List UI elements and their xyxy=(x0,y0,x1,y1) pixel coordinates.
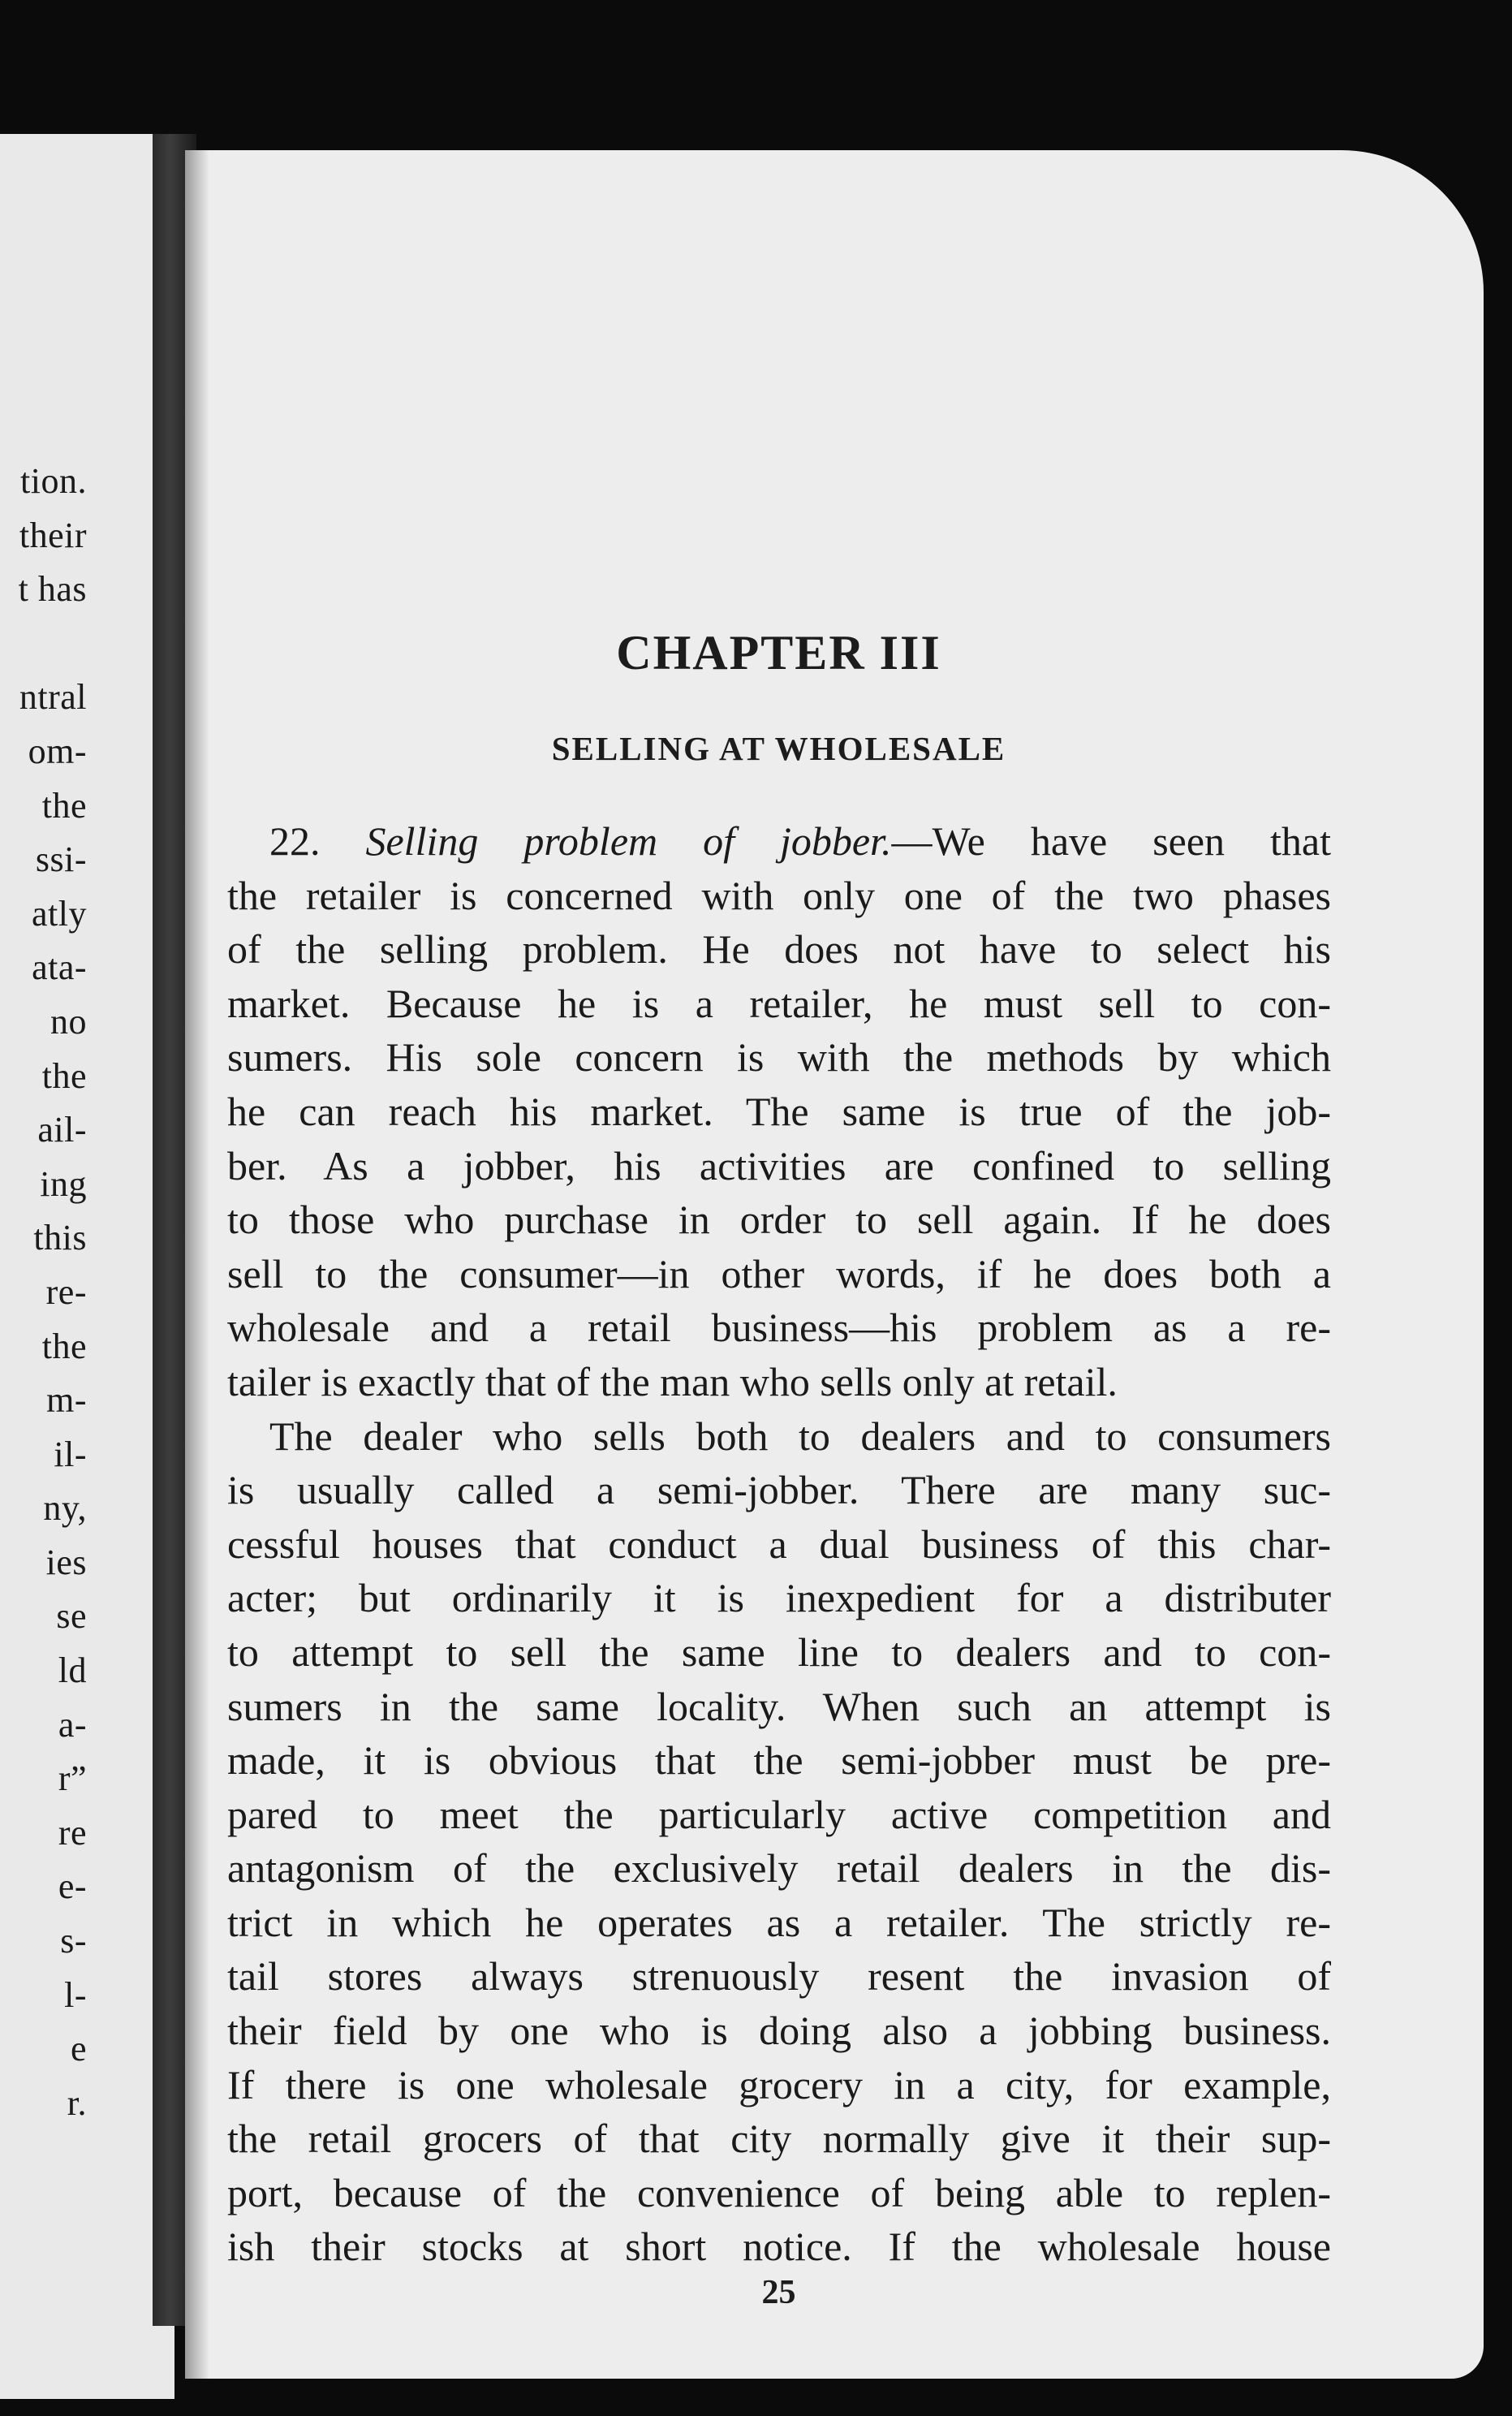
text-line: tail stores always strenuously resent the invasion of xyxy=(227,1953,1331,2000)
text-line: market. Because he is a retailer, he must sell to con- xyxy=(227,980,1331,1026)
text-line: sumers. His sole concern is with the methods by which xyxy=(227,1034,1331,1081)
left-page-fragment: ies xyxy=(45,1542,87,1582)
left-page-fragment: tion. xyxy=(20,461,87,501)
left-page-fragment: ing xyxy=(40,1163,87,1204)
text-line: port, because of the convenience of being able to replen- xyxy=(227,2169,1331,2215)
left-page-fragment: r” xyxy=(58,1758,87,1799)
left-page-fragment: their xyxy=(19,515,87,555)
left-page-fragment xyxy=(19,617,87,671)
text-line: ber. As a jobber, his activities are confined to selling xyxy=(227,1142,1331,1189)
section-number: 22. xyxy=(269,818,321,864)
page-number: 25 xyxy=(761,2274,796,2311)
left-page-fragment: ld xyxy=(58,1650,87,1691)
text-line: sell to the consumer—in other words, if he does both a xyxy=(227,1250,1331,1296)
left-page-fragment: r. xyxy=(67,2082,87,2123)
left-page-fragment: the xyxy=(41,785,87,826)
left-page-fragment: the xyxy=(41,1326,87,1366)
section-title: SELLING AT WHOLESALE xyxy=(551,730,1006,767)
first-line-rest: —We have seen that xyxy=(891,818,1332,864)
left-page-fragment: this xyxy=(33,1218,87,1258)
left-page-text-fragments xyxy=(19,455,87,2130)
text-line: pared to meet the particularly active competition and xyxy=(227,1791,1331,1837)
left-page xyxy=(0,134,174,2399)
left-page-fragment: the xyxy=(41,1055,87,1096)
left-page-fragment: t has xyxy=(18,569,87,610)
text-line: The dealer who sells both to dealers and to consumers xyxy=(269,1413,1331,1459)
left-page-fragment: om- xyxy=(28,731,87,771)
text-line: to attempt to sell the same line to dealers and to con- xyxy=(227,1629,1331,1675)
left-page-fragment: re xyxy=(58,1812,87,1853)
text-line: wholesale and a retail business—his problem as a re- xyxy=(227,1305,1331,1351)
text-line: is usually called a semi-jobber. There are many suc- xyxy=(227,1467,1331,1513)
text-line: acter; but ordinarily it is inexpedient for a distributer xyxy=(227,1575,1331,1621)
left-page-fragment: atly xyxy=(32,893,87,934)
left-page-fragment: ntral xyxy=(19,677,87,718)
text-line: sumers in the same locality. When such an attempt is xyxy=(227,1683,1331,1729)
left-page-fragment: e xyxy=(70,2029,87,2069)
text-line: of the selling problem. He does not have to select his xyxy=(227,926,1331,973)
left-page-fragment: re- xyxy=(45,1271,87,1312)
body-text xyxy=(227,814,1331,2274)
text-line: to those who purchase in order to sell again. If he does xyxy=(227,1197,1331,1243)
section-heading: Selling problem of jobber. xyxy=(365,818,892,864)
right-page xyxy=(185,150,1484,2379)
text-line: tailer is exactly that of the man who sells only at retail. xyxy=(227,1358,1118,1404)
paragraph-first-line xyxy=(227,814,1331,869)
left-page-fragment: l- xyxy=(64,1974,87,2015)
left-page-fragment: ail- xyxy=(37,1110,87,1150)
text-line: he can reach his market. The same is true of the job- xyxy=(227,1088,1331,1134)
text-line: trict in which he operates as a retailer. The strictly re- xyxy=(227,1899,1331,1945)
paragraph-1 xyxy=(227,869,1331,1409)
left-page-fragment: s- xyxy=(60,1921,87,1961)
text-line: ish their stocks at short notice. If the wholesale house xyxy=(227,2224,1331,2270)
left-page-fragment: no xyxy=(50,1001,87,1042)
text-line: the retail grocers of that city normally give it their sup- xyxy=(227,2116,1331,2162)
chapter-title: CHAPTER III xyxy=(616,626,941,680)
paragraph-2 xyxy=(227,1409,1331,2275)
left-page-fragment: ny, xyxy=(43,1488,87,1529)
text-line: made, it is obvious that the semi-jobber must be pre- xyxy=(227,1737,1331,1784)
left-page-fragment: se xyxy=(56,1596,87,1637)
text-line: the retailer is concerned with only one of the two phases xyxy=(227,872,1331,918)
left-page-fragment: ata- xyxy=(32,947,87,988)
left-page-fragment: a- xyxy=(58,1704,87,1745)
text-line: If there is one wholesale grocery in a city, for example, xyxy=(227,2061,1331,2108)
left-page-fragment: ssi- xyxy=(35,839,87,880)
left-page-fragment: m- xyxy=(46,1380,87,1421)
left-page-fragment: e- xyxy=(58,1866,87,1907)
left-page-fragment: il- xyxy=(54,1434,87,1474)
text-line: cessful houses that conduct a dual business of this char- xyxy=(227,1521,1331,1567)
text-line: antagonism of the exclusively retail dealers in the dis- xyxy=(227,1845,1331,1892)
text-line: their field by one who is doing also a jobbing business. xyxy=(227,2008,1331,2054)
